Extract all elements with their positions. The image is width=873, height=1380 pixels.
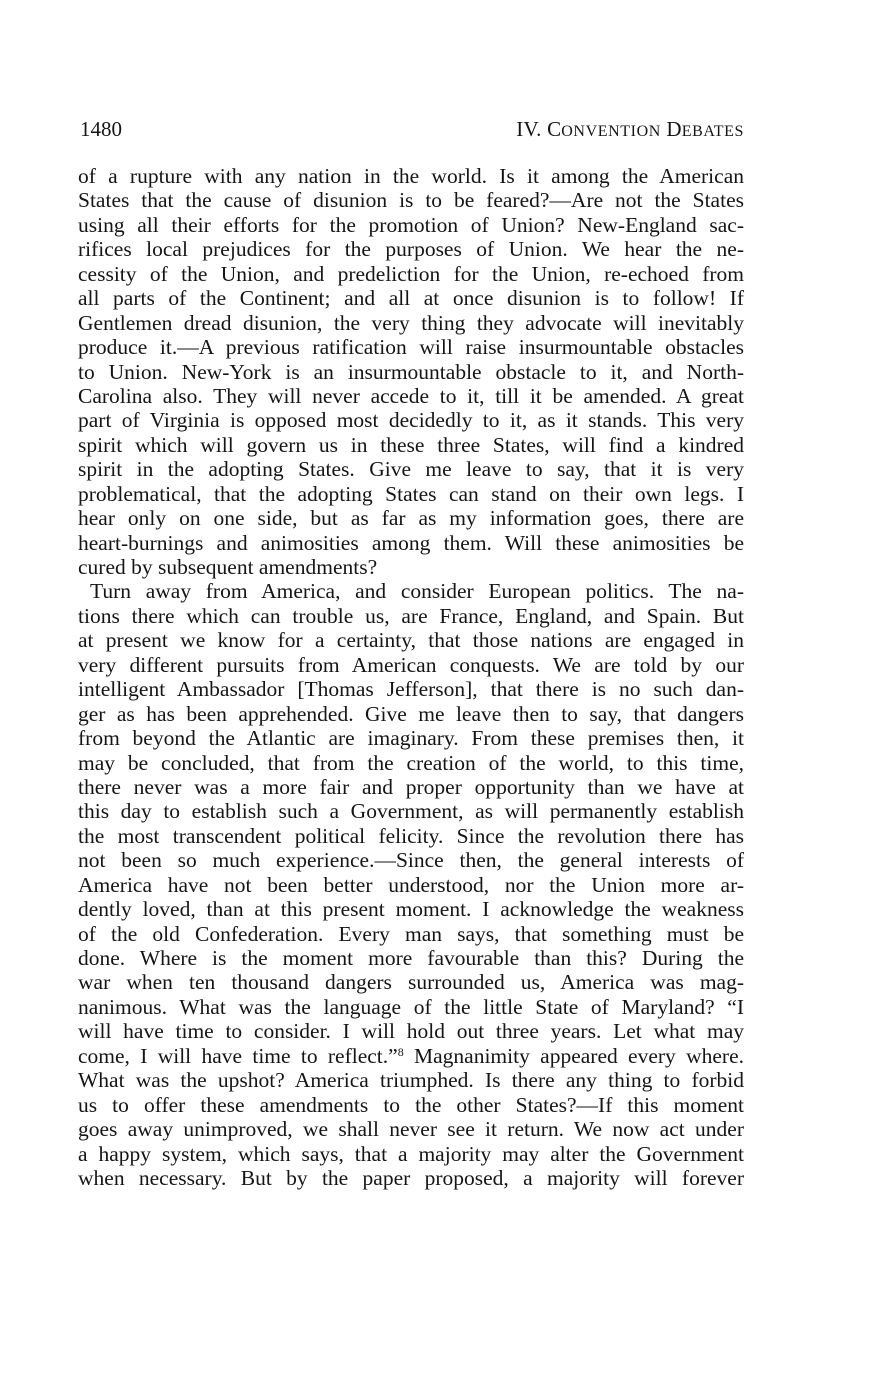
text-line: dently loved, than at this present moment. I acknowledge the weakness [78, 897, 744, 922]
text-line: rifices local prejudices for the purposes of Union. We hear the ne- [78, 237, 744, 262]
text-line: war when ten thousand dangers surrounded us, America was mag- [78, 970, 744, 995]
text-line: tions there which can trouble us, are France, England, and Spain. But [78, 603, 744, 628]
text-line: from beyond the Atlantic are imaginary. From these premises then, it [78, 726, 744, 751]
text-line: America have not been better understood, nor the Union more ar- [78, 872, 744, 897]
footnote-marker[interactable]: 8 [397, 1044, 404, 1059]
text-line: nanimous. What was the language of the little State of Maryland? “I [78, 994, 744, 1019]
section-word1-cap: C [547, 117, 562, 141]
page-number: 1480 [80, 117, 122, 141]
text-line: goes away unimproved, we shall never see it return. We now act under [78, 1117, 744, 1142]
text-line: part of Virginia is opposed most decidedly to it, as it stands. This very [78, 408, 744, 433]
section-title [516, 114, 744, 147]
text-line: this day to establish such a Government, as will permanently establish [78, 799, 744, 824]
text-line: Turn away from America, and consider European politics. The na- [90, 579, 744, 604]
text-line: heart-burnings and animosities among them. Will these animosities be [78, 530, 744, 555]
paragraph-1 [78, 164, 744, 579]
text-line: What was the upshot? America triumphed. Is there any thing to forbid [78, 1068, 744, 1093]
text-line: us to offer these amendments to the other States?—If this moment [78, 1092, 744, 1117]
text-line: Gentlemen dread disunion, the very thing they advocate will inevitably [78, 310, 744, 335]
text-line: cured by subsequent amendments? [78, 555, 378, 579]
text-line: problematical, that the adopting States can stand on their own legs. I [78, 481, 744, 506]
text-line: not been so much experience.—Since then, the general interests of [78, 848, 744, 873]
section-prefix: IV. [516, 117, 548, 141]
text-line: Carolina also. They will never accede to it, till it be amended. A great [78, 383, 744, 408]
text-line: to Union. New-York is an insurmountable obstacle to it, and North- [78, 359, 744, 384]
text-line: ger as has been apprehended. Give me leave then to say, that dangers [78, 701, 744, 726]
section-word2-rest: EBATES [681, 123, 744, 140]
text-line: using all their efforts for the promotion of Union? New-England sac- [78, 212, 744, 237]
text-line: a happy system, which says, that a majority may alter the Government [78, 1141, 744, 1166]
section-word2-cap: D [666, 117, 682, 141]
text-line: at present we know for a certainty, that those nations are engaged in [78, 628, 744, 653]
text-line: of the old Confederation. Every man says, that something must be [78, 921, 744, 946]
text-line: done. Where is the moment more favourable than this? During the [78, 946, 744, 970]
section-word1-rest: ONVENTION [561, 123, 661, 140]
text-line-with-footnote [78, 1044, 744, 1068]
text-line: of a rupture with any nation in the world. Is it among the American [78, 164, 744, 188]
text-line: may be concluded, that from the creation of the world, to this time, [78, 750, 744, 775]
text-line: all parts of the Continent; and all at once disunion is to follow! If [78, 286, 744, 311]
text-line: hear only on one side, but as far as my information goes, there are [78, 506, 744, 531]
text-line: cessity of the Union, and predeliction for the Union, re-echoed from [78, 261, 744, 286]
text-line: when necessary. But by the paper proposed, a majority will forever [78, 1165, 744, 1190]
text-line: there never was a more fair and proper opportunity than we have at [78, 774, 744, 799]
text-line: the most transcendent political felicity. Since the revolution there has [78, 823, 744, 848]
body-text [78, 164, 744, 1190]
text-line: States that the cause of disunion is to be feared?—Are not the States [78, 188, 744, 213]
paragraph-2 [78, 579, 744, 1190]
text-line: spirit which will govern us in these three States, will find a kindred [78, 432, 744, 457]
running-head [80, 114, 744, 144]
text-line: very different pursuits from American conquests. We are told by our [78, 652, 744, 677]
text-line: intelligent Ambassador [Thomas Jefferson], that there is no such dan- [78, 677, 744, 702]
note-line-end: Magnanimity appeared every where. [403, 1043, 744, 1068]
text-line: will have time to consider. I will hold out three years. Let what may [78, 1019, 744, 1044]
text-line: produce it.—A previous ratification will raise insurmountable obstacles [78, 335, 744, 360]
text-line: spirit in the adopting States. Give me leave to say, that it is very [78, 457, 744, 482]
note-line-start: come, I will have time to reflect.” [78, 1043, 398, 1068]
